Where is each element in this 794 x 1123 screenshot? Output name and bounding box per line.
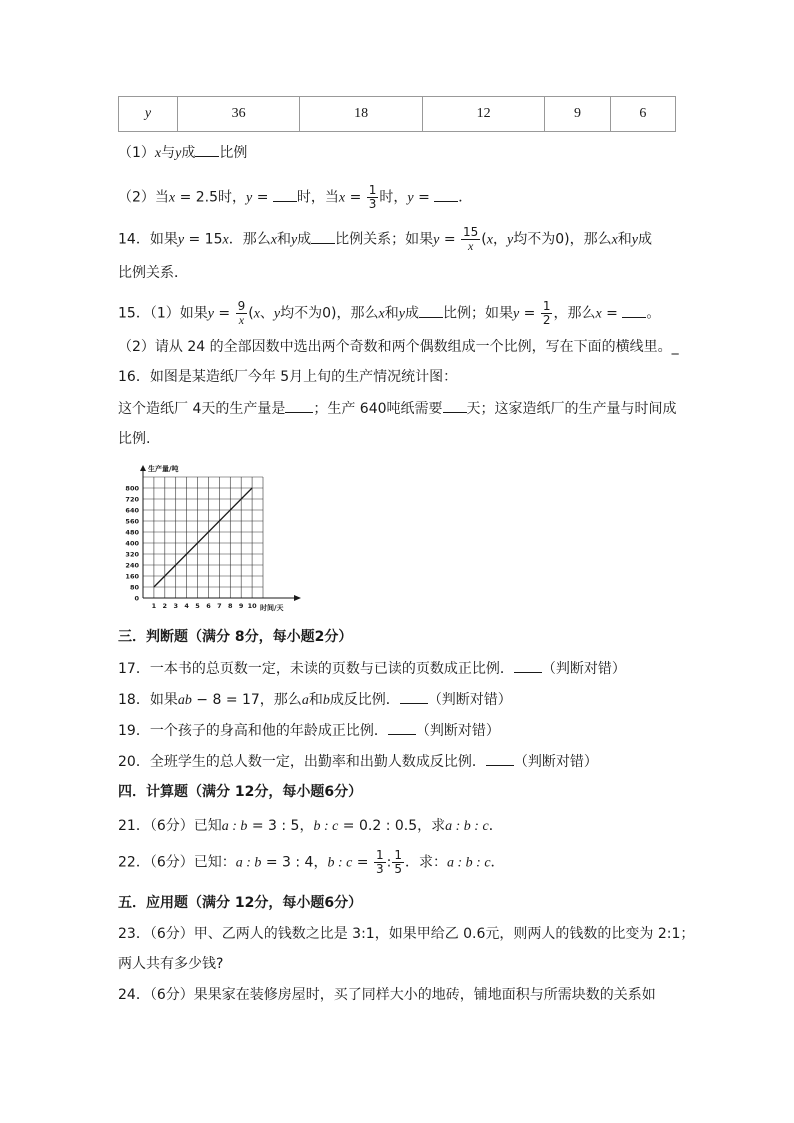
chart-x-tick-label: 1 bbox=[151, 602, 157, 610]
answer-blank[interactable] bbox=[400, 689, 428, 704]
chart-x-tick-label: 3 bbox=[173, 602, 178, 610]
answer-blank[interactable] bbox=[195, 142, 219, 157]
q19: 19．一个孩子的身高和他的年龄成正比例． （判断对错） bbox=[118, 720, 500, 741]
chart-x-tick-label: 7 bbox=[217, 602, 222, 610]
chart-y-tick-label: 480 bbox=[125, 528, 139, 537]
answer-blank[interactable] bbox=[311, 229, 335, 244]
chart-x-axis-label: 时间/天 bbox=[260, 604, 284, 612]
table-cell: 12 bbox=[422, 97, 544, 132]
q22: 22．（6分）已知：a : b = 3 : 4，b : c = $\frac{1}{3}$ : $\frac{1}{5}$ ．求：a : b : c． bbox=[118, 848, 505, 876]
section-3-title: 三．判断题（满分 8分，每小题2分） bbox=[118, 629, 353, 645]
table-row bbox=[119, 97, 676, 132]
chart-y-tick-label: 0 bbox=[134, 594, 139, 603]
q13-part2: （2）当x = 2.5时，y = 时，当x = $\frac{1}{3}$ 时，y = ． bbox=[118, 183, 473, 211]
chart-y-tick-label: 160 bbox=[125, 572, 139, 581]
chart-y-tick-label: 560 bbox=[125, 517, 139, 526]
q17: 17．一本书的总页数一定，未读的页数与已读的页数成正比例． （判断对错） bbox=[118, 658, 626, 679]
q20: 20．全班学生的总人数一定，出勤率和出勤人数成反比例． （判断对错） bbox=[118, 751, 598, 772]
q24-line1: 24．（6分）果果家在装修房屋时，买了同样大小的地砖，铺地面积与所需块数的关系如 bbox=[118, 987, 656, 1003]
chart-y-tick-label: 800 bbox=[125, 484, 139, 493]
answer-blank[interactable] bbox=[434, 187, 458, 202]
chart-y-tick-label: 80 bbox=[129, 583, 139, 592]
table-cell: 9 bbox=[545, 97, 610, 132]
chart-y-tick-label: 240 bbox=[125, 561, 139, 570]
fraction: $\frac{1}{3}$ bbox=[368, 183, 377, 211]
chart-y-axis-arrow bbox=[140, 465, 146, 471]
chart-y-tick-label: 720 bbox=[125, 495, 139, 504]
chart-x-tick-label: 8 bbox=[228, 602, 233, 610]
fraction: $\frac{1}{3}$ bbox=[376, 848, 384, 876]
answer-blank[interactable] bbox=[443, 398, 467, 413]
q23-line1: 23．（6分）甲、乙两人的钱数之比是 3:1，如果甲给乙 0.6元，则两人的钱数的比变为 2:1； bbox=[118, 926, 695, 942]
production-line-chart bbox=[122, 460, 312, 620]
q16-line1: 16．如图是某造纸厂今年 5月上旬的生产情况统计图： bbox=[118, 369, 458, 385]
section-5-title: 五．应用题（满分 12分，每小题6分） bbox=[118, 895, 363, 911]
answer-blank[interactable] bbox=[486, 751, 514, 766]
q23-line2: 两人共有多少钱? bbox=[118, 956, 224, 972]
q16-line3: 比例. bbox=[118, 431, 151, 447]
chart-y-axis-label: 生产量/吨 bbox=[148, 465, 179, 473]
q14-line2: 比例关系． bbox=[118, 265, 188, 281]
q14-line1: 14．如果y = 15x．那么x和y成 比例关系；如果y = $\frac{15}{x}$ (x，y均不为0)，那么x和y成 bbox=[118, 225, 653, 253]
answer-blank[interactable] bbox=[388, 720, 416, 735]
table-cell: 36 bbox=[177, 97, 299, 132]
chart-x-tick-label: 6 bbox=[206, 602, 211, 610]
q18: 18．如果ab − 8 = 17，那么a和b成反比例． （判断对错） bbox=[118, 689, 512, 711]
chart-x-axis-arrow bbox=[294, 595, 301, 601]
q13-part1: （1）x与y成 比例 bbox=[118, 142, 247, 164]
answer-blank[interactable] bbox=[285, 398, 313, 413]
table-cell: 18 bbox=[300, 97, 422, 132]
table-cell: 6 bbox=[610, 97, 675, 132]
chart-x-tick-label: 9 bbox=[238, 602, 244, 610]
q21: 21．（6分）已知a : b = 3 : 5，b : c = 0.2 : 0.5，求a : b : c． bbox=[118, 818, 503, 834]
fraction: $\frac{1}{2}$ bbox=[542, 299, 551, 327]
answer-blank[interactable] bbox=[273, 187, 297, 202]
answer-blank[interactable] bbox=[419, 303, 443, 318]
chart-y-tick-label: 400 bbox=[125, 539, 139, 548]
chart-y-tick-label: 320 bbox=[125, 550, 139, 559]
xy-value-table bbox=[118, 96, 676, 132]
q16-line2: 这个造纸厂 4天的生产量是 ；生产 640吨纸需要 天；这家造纸厂的生产量与时间成 bbox=[118, 398, 677, 419]
chart-x-tick-label: 5 bbox=[195, 602, 200, 610]
table-header-y: y bbox=[119, 97, 178, 132]
answer-blank[interactable] bbox=[622, 303, 646, 318]
fraction: $\frac{9}{x}$ bbox=[237, 299, 246, 327]
fraction: $\frac{1}{5}$ bbox=[394, 848, 402, 876]
chart-x-tick-label: 2 bbox=[162, 602, 168, 610]
q15-part1: 15．（1）如果y = $\frac{9}{x}$ (x、y均不为0)，那么x和y成 比例；如果y = $\frac{1}{2}$ ，那么x = 。 bbox=[118, 299, 661, 327]
fraction: $\frac{15}{x}$ bbox=[463, 225, 479, 253]
chart-x-tick-label: 10 bbox=[247, 602, 257, 610]
chart-series-line bbox=[154, 488, 252, 587]
answer-blank[interactable] bbox=[514, 658, 542, 673]
chart-y-tick-label: 640 bbox=[125, 506, 139, 515]
chart-x-tick-label: 4 bbox=[184, 602, 189, 610]
q15-part2: （2）请从 24 的全部因数中选出两个奇数和两个偶数组成一个比例，写在下面的横线里。_ bbox=[118, 339, 679, 355]
section-4-title: 四．计算题（满分 12分，每小题6分） bbox=[118, 784, 363, 800]
